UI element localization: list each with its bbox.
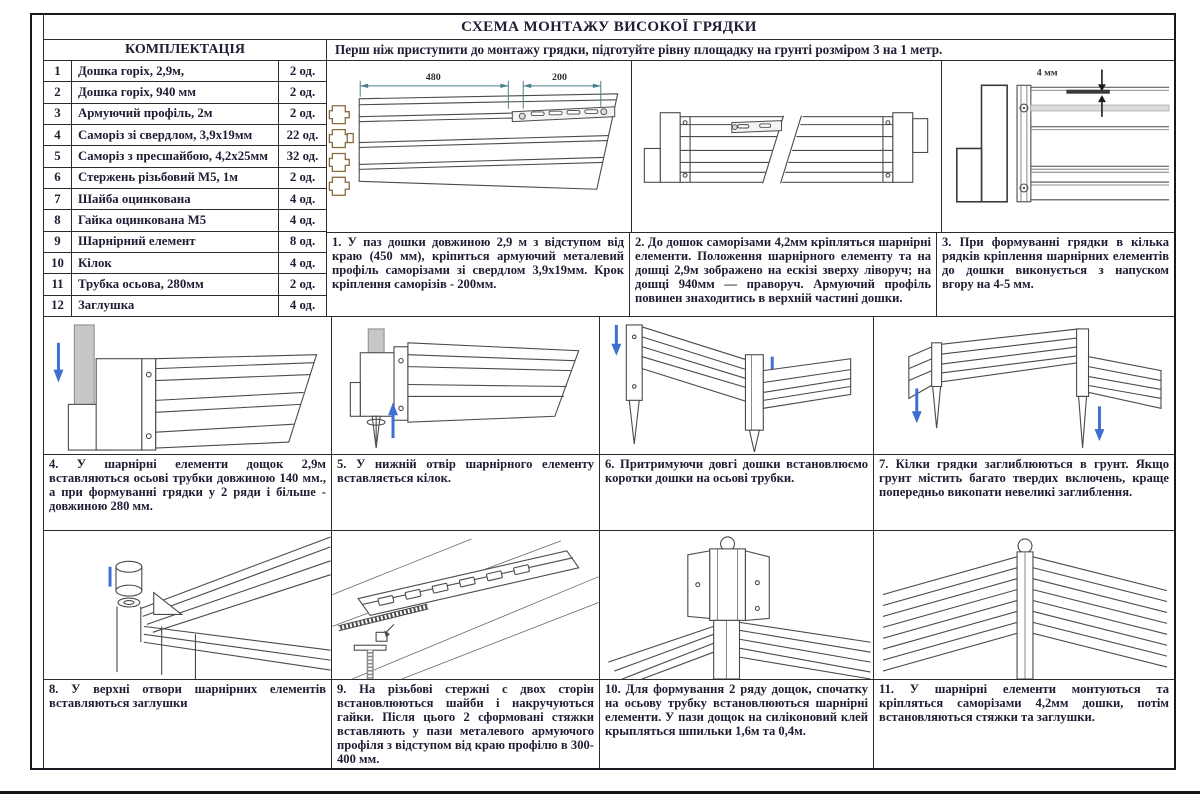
step-3-text: 3. При формуванні грядки в кілька рядків кріплення шарнірних елементів до дошки виконується з напуском вгору на 4-5 мм. — [942, 235, 1169, 291]
stake — [367, 416, 385, 448]
table-row — [44, 124, 326, 145]
part-name: Армуючий профіль, 2м — [72, 104, 279, 124]
board-perspective — [156, 355, 317, 448]
illustration-step-6 — [600, 316, 874, 454]
table-row — [44, 231, 326, 252]
table-row — [44, 81, 326, 102]
part-name: Дошка горіх, 2,9м, — [72, 61, 279, 81]
part-qty: 4 од. — [289, 255, 316, 270]
part-qty: 2 од. — [289, 170, 316, 185]
blue-arrow-down-icon — [1094, 406, 1104, 441]
stake — [1079, 396, 1087, 448]
left-wall-boards — [883, 557, 1017, 671]
board-perspective — [408, 343, 579, 422]
step-7-text: 7. Кілки грядки заглиблюються в грунт. Якщо грунт містить багато твердих включень, краще попередньо викопати невеликі заглиблення. — [874, 454, 1174, 530]
step-8-text: 8. У верхні отвори шарнірних елементів вставляються заглушки — [44, 679, 332, 768]
part-qty: 4 од. — [289, 298, 316, 313]
illustration-step-1 — [327, 61, 632, 233]
part-name: Стержень різьбовий М5, 1м — [72, 168, 279, 188]
part-qty: 2 од. — [289, 63, 316, 78]
table-row — [44, 61, 326, 81]
dim-label-480: 480 — [425, 71, 441, 83]
part-number: 6 — [44, 168, 72, 188]
stake — [933, 386, 941, 428]
illustration-step-8 — [44, 530, 332, 679]
table-row — [44, 273, 326, 294]
part-qty: 2 од. — [289, 106, 316, 121]
board-edge-lines — [1031, 87, 1169, 200]
instruction-sheet — [30, 13, 1176, 770]
armoring-profile — [358, 551, 579, 616]
part-number: 7 — [44, 189, 72, 209]
hinge-strip — [1017, 85, 1031, 201]
part-name: Саморіз з пресшайбою, 4,2х25мм — [72, 146, 279, 166]
part-number: 4 — [44, 125, 72, 145]
blue-arrow-down-icon — [611, 325, 621, 356]
corner-strip — [1017, 552, 1033, 679]
hinge-element — [350, 347, 408, 420]
step-6-text: 6. Притримуючи довгі дошки встановлюємо коротки дошки на осьові трубки. — [600, 454, 874, 530]
part-name: Заглушка — [72, 296, 279, 316]
intro-text: Перш ніж приступити до монтажу грядки, підготуйте рівну площадку на грунті розміром 3 на 1 метр. — [327, 40, 1174, 61]
hinge-element-vertical — [688, 537, 769, 620]
step-4-text: 4. У шарнірні елементи дощок 2,9м вставляються осьові трубки довжиною 140 мм., а при формуванні грядки у 2 ряди і більше - довжиною 280 мм. — [44, 454, 332, 530]
table-row — [44, 167, 326, 188]
illustration-step-9 — [332, 530, 600, 679]
part-qty: 4 од. — [289, 212, 316, 227]
part-name: Кілок — [72, 253, 279, 273]
page-title: СХЕМА МОНТАЖУ ВИСОКОЇ ГРЯДКИ — [44, 15, 1174, 40]
board-cross-section-profile — [329, 106, 353, 195]
part-number: 9 — [44, 232, 72, 252]
step-5-text: 5. У нижній отвір шарнірного елементу вставляється кілок. — [332, 454, 600, 530]
corner-boards — [141, 537, 331, 670]
part-number: 1 — [44, 61, 72, 81]
part-number: 8 — [44, 210, 72, 230]
step-11-text: 11. У шарнірні елементи монтуються та кріпляться саморізами 4,2мм дошки, потім встановляються стяжки та заглушки. — [874, 679, 1174, 768]
part-name: Дошка горіх, 940 мм — [72, 82, 279, 102]
part-name: Трубка осьова, 280мм — [72, 274, 279, 294]
left-margin-strip — [32, 15, 44, 768]
illustration-step-7 — [874, 316, 1174, 454]
illustration-step-2 — [632, 61, 942, 233]
part-qty: 2 од. — [289, 276, 316, 291]
right-wall-boards — [1033, 557, 1167, 667]
back-wall — [937, 329, 1079, 383]
corner-post — [117, 606, 195, 679]
part-number: 3 — [44, 104, 72, 124]
part-qty: 4 од. — [289, 191, 316, 206]
part-qty: 22 од. — [286, 127, 319, 142]
dim-label-4mm: 4 мм — [1036, 67, 1058, 79]
part-qty: 8 од. — [289, 234, 316, 249]
illustration-step-11 — [874, 530, 1174, 679]
long-board-perspective — [642, 327, 749, 402]
middle-hinge-and-stake — [745, 355, 763, 452]
part-name: Гайка оцинкована М5 — [72, 210, 279, 230]
part-number: 5 — [44, 146, 72, 166]
blue-arrow-down-icon — [53, 343, 63, 383]
left-boards — [608, 626, 713, 679]
slotted-metal-profile — [732, 121, 782, 133]
illustration-step-4 — [44, 316, 332, 454]
corner-cap — [1018, 539, 1032, 553]
dim-label-200: 200 — [552, 71, 567, 83]
left-hinge-and-stake — [626, 325, 642, 444]
illustration-step-5 — [332, 316, 600, 454]
table-row — [44, 188, 326, 209]
corner-post — [714, 620, 740, 679]
right-wall — [1089, 357, 1161, 409]
parts-list-header: КОМПЛЕКТАЦІЯ — [44, 40, 327, 61]
step-1-text: 1. У паз дошки довжиною 2,9 м з відступом від краю (450 мм), кріпиться армуючий металевий профіль саморізами зі свердлом 3,9х19мм. Крок кріплення саморізів - 200мм. — [327, 233, 630, 316]
step-2-text: 2. До дошок саморізами 4,2мм кріпляться шарнірні елементи. Положення шарнірного елементу та на дошці 2,9м зображено на ескізі зверху ліворуч; на дошці 940мм — праворуч. Армуючий профіль повинен знаходитись в верхній частині дошки. — [630, 233, 937, 316]
short-board-perspective — [763, 359, 850, 409]
cap-plug — [110, 561, 142, 607]
part-qty: 32 од. — [286, 148, 319, 163]
table-row — [44, 295, 326, 316]
part-number: 2 — [44, 82, 72, 102]
part-number: 11 — [44, 274, 72, 294]
part-name: Саморіз зі свердлом, 3,9х19мм — [72, 125, 279, 145]
axial-tube — [74, 325, 94, 406]
overlap-gap-bar — [1066, 90, 1109, 94]
table-row — [44, 103, 326, 124]
part-qty: 2 од. — [289, 84, 316, 99]
table-row — [44, 145, 326, 166]
part-name: Шайба оцинкована — [72, 189, 279, 209]
axial-tube-top — [368, 329, 384, 355]
washer-nut-inset — [354, 624, 394, 679]
step-10-text: 10. Для формування 2 ряду дощок, спочатку на осьову трубку встановлюються шарнірні елементи. У пази дощок на силіконовий клей крыпляться шпильки 1,6м та 0,4м. — [600, 679, 874, 768]
part-number: 12 — [44, 296, 72, 316]
table-row — [44, 209, 326, 230]
page-bottom-rule — [0, 791, 1200, 794]
table-row — [44, 252, 326, 273]
parts-table — [44, 61, 327, 316]
step-9-text: 9. На різьбові стержні с двох сторін встановлюються шайби і накручуються гайки. Після цього 2 сформовані стяжки вставляють у пази металевого армуючого профіля з відступом від краю профілю в 300-400 мм. — [332, 679, 600, 768]
illustration-step-10 — [600, 530, 874, 679]
right-boards — [739, 622, 870, 679]
illustration-step-3 — [942, 61, 1174, 233]
part-name: Шарнірний елемент — [72, 232, 279, 252]
part-number: 10 — [44, 253, 72, 273]
